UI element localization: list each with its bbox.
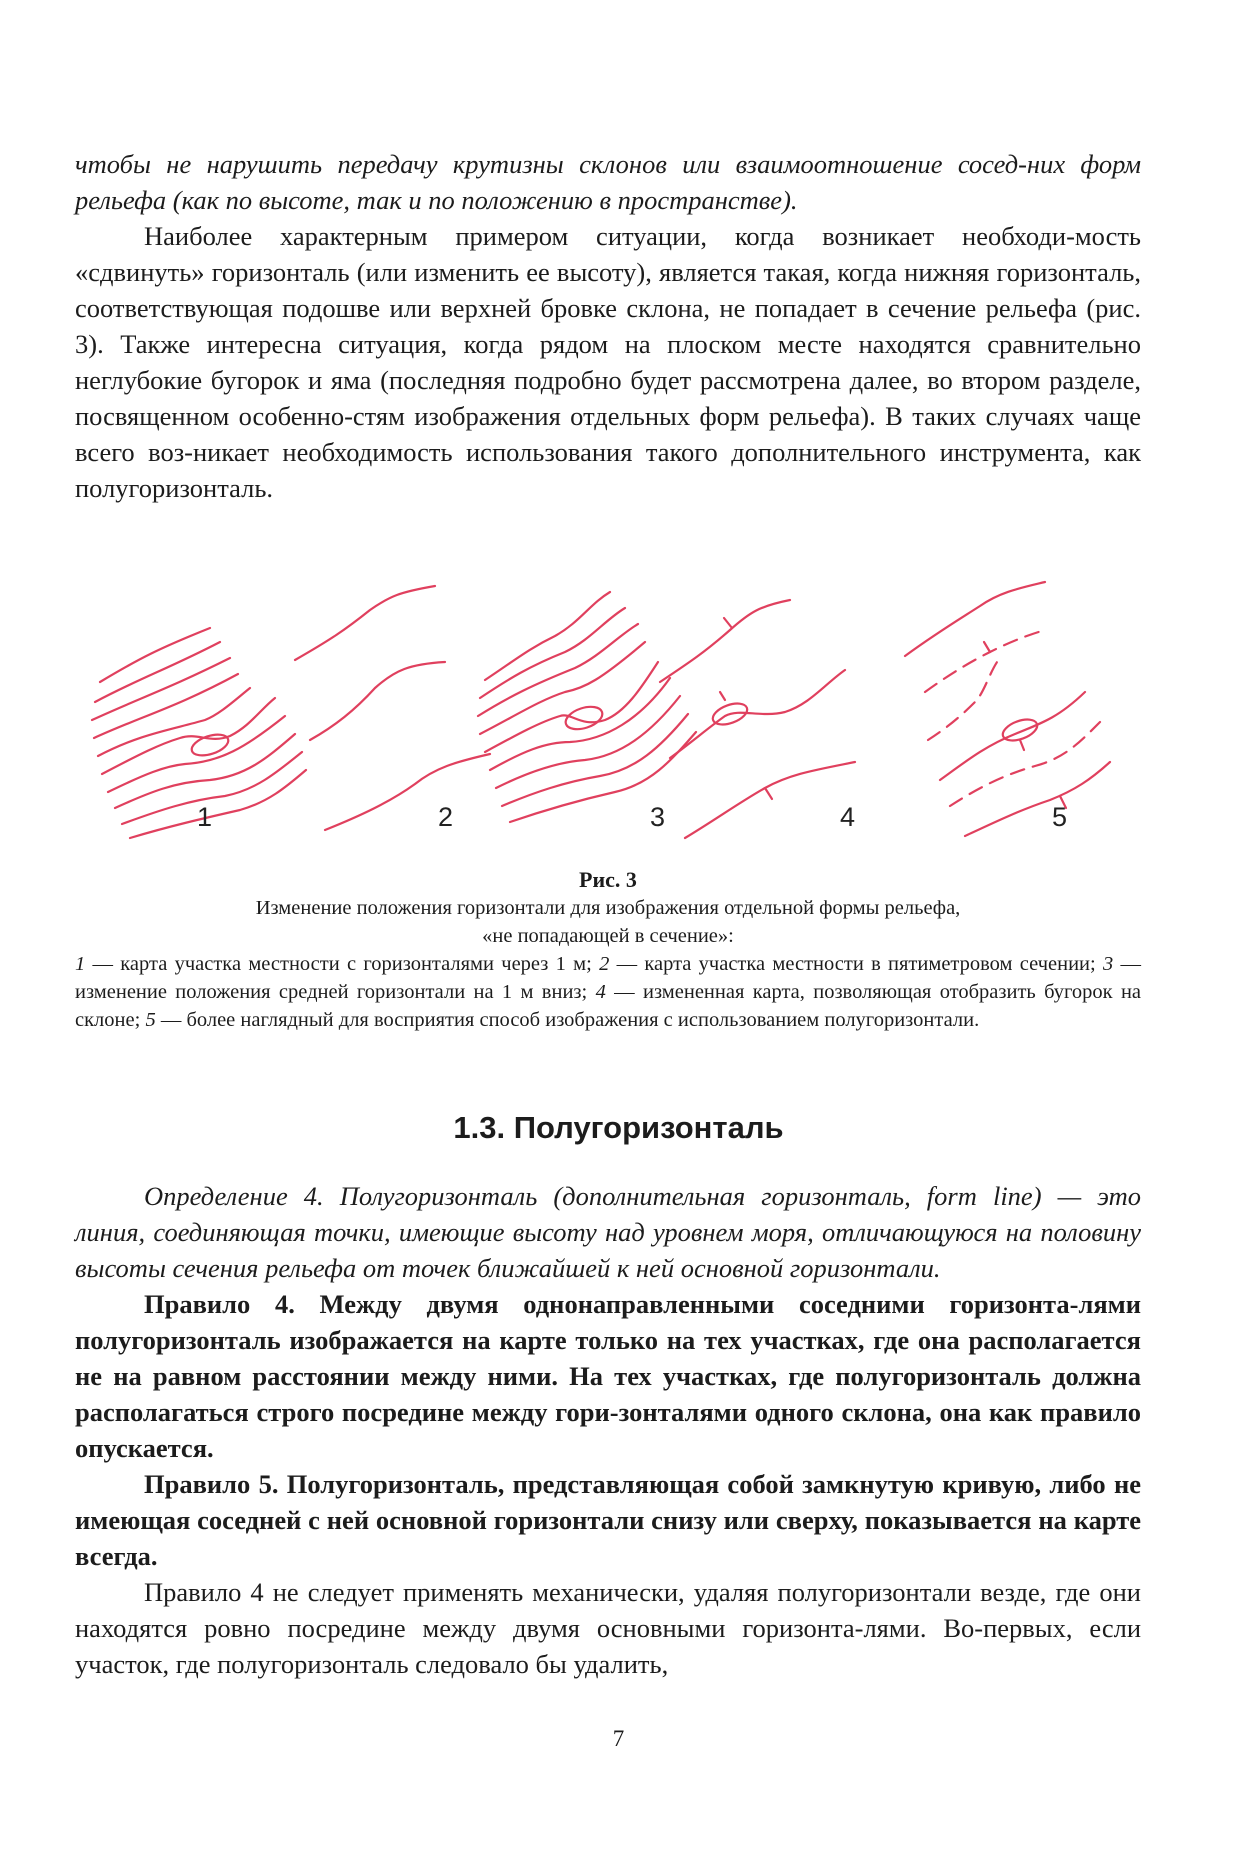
final-paragraph: Правило 4 не следует применять механически, удаляя полугоризонтали везде, где они находятся ровно посредине между двумя основными горизонта-лями. Во-первых, если участок, где полугоризонталь следовало бы удалить, bbox=[75, 1577, 1141, 1679]
panel-label-3: 3 bbox=[650, 802, 666, 832]
figure-caption bbox=[75, 866, 1141, 1034]
rule-5-paragraph: Правило 5. Полугоризонталь, представляющая собой замкнутую кривую, либо не имеющая соседней с ней основной горизонтали снизу или сверху, показывается на карте всегда. bbox=[75, 1469, 1141, 1571]
panel-4-contours bbox=[660, 600, 855, 838]
figure-3 bbox=[60, 570, 1160, 860]
caption-title: Рис. 3 bbox=[579, 867, 637, 892]
caption-legend: 1 — карта участка местности с горизонталями через 1 м; 2 — карта участка местности в пятиметровом сечении; 3 — изменение положения средней горизонтали на 1 м вниз; 4 — измененная карта, позволяющая отобразить бугорок на склоне; 5 — более наглядный для восприятия способ изображения с использованием полугоризонтали. bbox=[75, 953, 1142, 1031]
text-block-top bbox=[75, 146, 1141, 506]
contour-figure bbox=[60, 570, 1160, 860]
panel-label-2: 2 bbox=[438, 802, 454, 832]
panel-2-contours bbox=[295, 586, 490, 830]
caption-item-text-1: карта участка местности с горизонталями через 1 м; bbox=[120, 953, 592, 975]
definition-paragraph: Определение 4. Полугоризонталь (дополнительная горизонталь, form line) — это линия, соединяющая точки, имеющие высоту над уровнем моря, отличающуюся на половину высоты сечения рельефа от точек ближайшей к ней основной горизонтали. bbox=[75, 1181, 1141, 1283]
caption-item-num-5: 5 bbox=[145, 1009, 156, 1031]
panel-label-4: 4 bbox=[840, 802, 856, 832]
caption-subtitle-2: «не попадающей в сечение»: bbox=[482, 925, 734, 947]
panel-3-contours bbox=[478, 592, 696, 822]
caption-item-text-5: более наглядный для восприятия способ изображения с использованием полугоризонтали. bbox=[186, 1009, 980, 1031]
caption-item-num-4: 4 bbox=[595, 981, 606, 1003]
text-block-bottom bbox=[75, 1178, 1141, 1682]
caption-item-num-2: 2 bbox=[599, 953, 610, 975]
paragraph-1: Наиболее характерным примером ситуации, когда возникает необходи-мость «сдвинуть» горизонталь (или изменить ее высоту), является такая, когда нижняя горизонталь, соответствующая подошве или верхней бровке склона, не попадает в сечение рельефа (рис. 3). Также интересна ситуация, когда рядом на плоском месте находятся сравнительно неглубокие бугорок и яма (последняя подробно будет рассмотрена далее, во втором разделе, посвященном особенно-стям изображения отдельных форм рельефа). В таких случаях чаще всего воз-никает необходимость использования такого дополнительного инструмента, как полугоризонталь. bbox=[75, 221, 1141, 503]
caption-item-num-3: 3 bbox=[1102, 953, 1114, 975]
caption-item-text-2: карта участка местности в пятиметровом сечении; bbox=[644, 953, 1096, 975]
caption-item-text-3: изменение положения средней горизонтали на 1 м вниз; bbox=[75, 981, 588, 1003]
section-heading: 1.3. Полугоризонталь bbox=[453, 1110, 784, 1145]
caption-item-num-1: 1 bbox=[75, 953, 86, 975]
page-number: 7 bbox=[612, 1726, 625, 1751]
rule-4-paragraph: Правило 4. Между двумя однонаправленными соседними горизонта-лями полугоризонталь изображается на карте только на тех участках, где она располагается не на равном расстоянии между ними. На тех участках, где полугоризонталь должна располагаться строго посредине между гори-зонталями одного склона, она как правило опускается. bbox=[75, 1289, 1141, 1463]
caption-item-text-4: измененная карта, позволяющая отобразить бугорок на склоне; bbox=[75, 981, 1142, 1031]
caption-subtitle-1: Изменение положения горизонтали для изображения отдельной формы рельефа, bbox=[255, 897, 961, 919]
panel-label-5: 5 bbox=[1052, 802, 1068, 832]
panel-5-contours bbox=[905, 582, 1110, 836]
panel-label-1: 1 bbox=[197, 802, 213, 832]
intro-italic-paragraph: чтобы не нарушить передачу крутизны склонов или взаимоотношение сосед-них форм рельефа (как по высоте, так и по положению в пространстве). bbox=[75, 149, 1141, 215]
